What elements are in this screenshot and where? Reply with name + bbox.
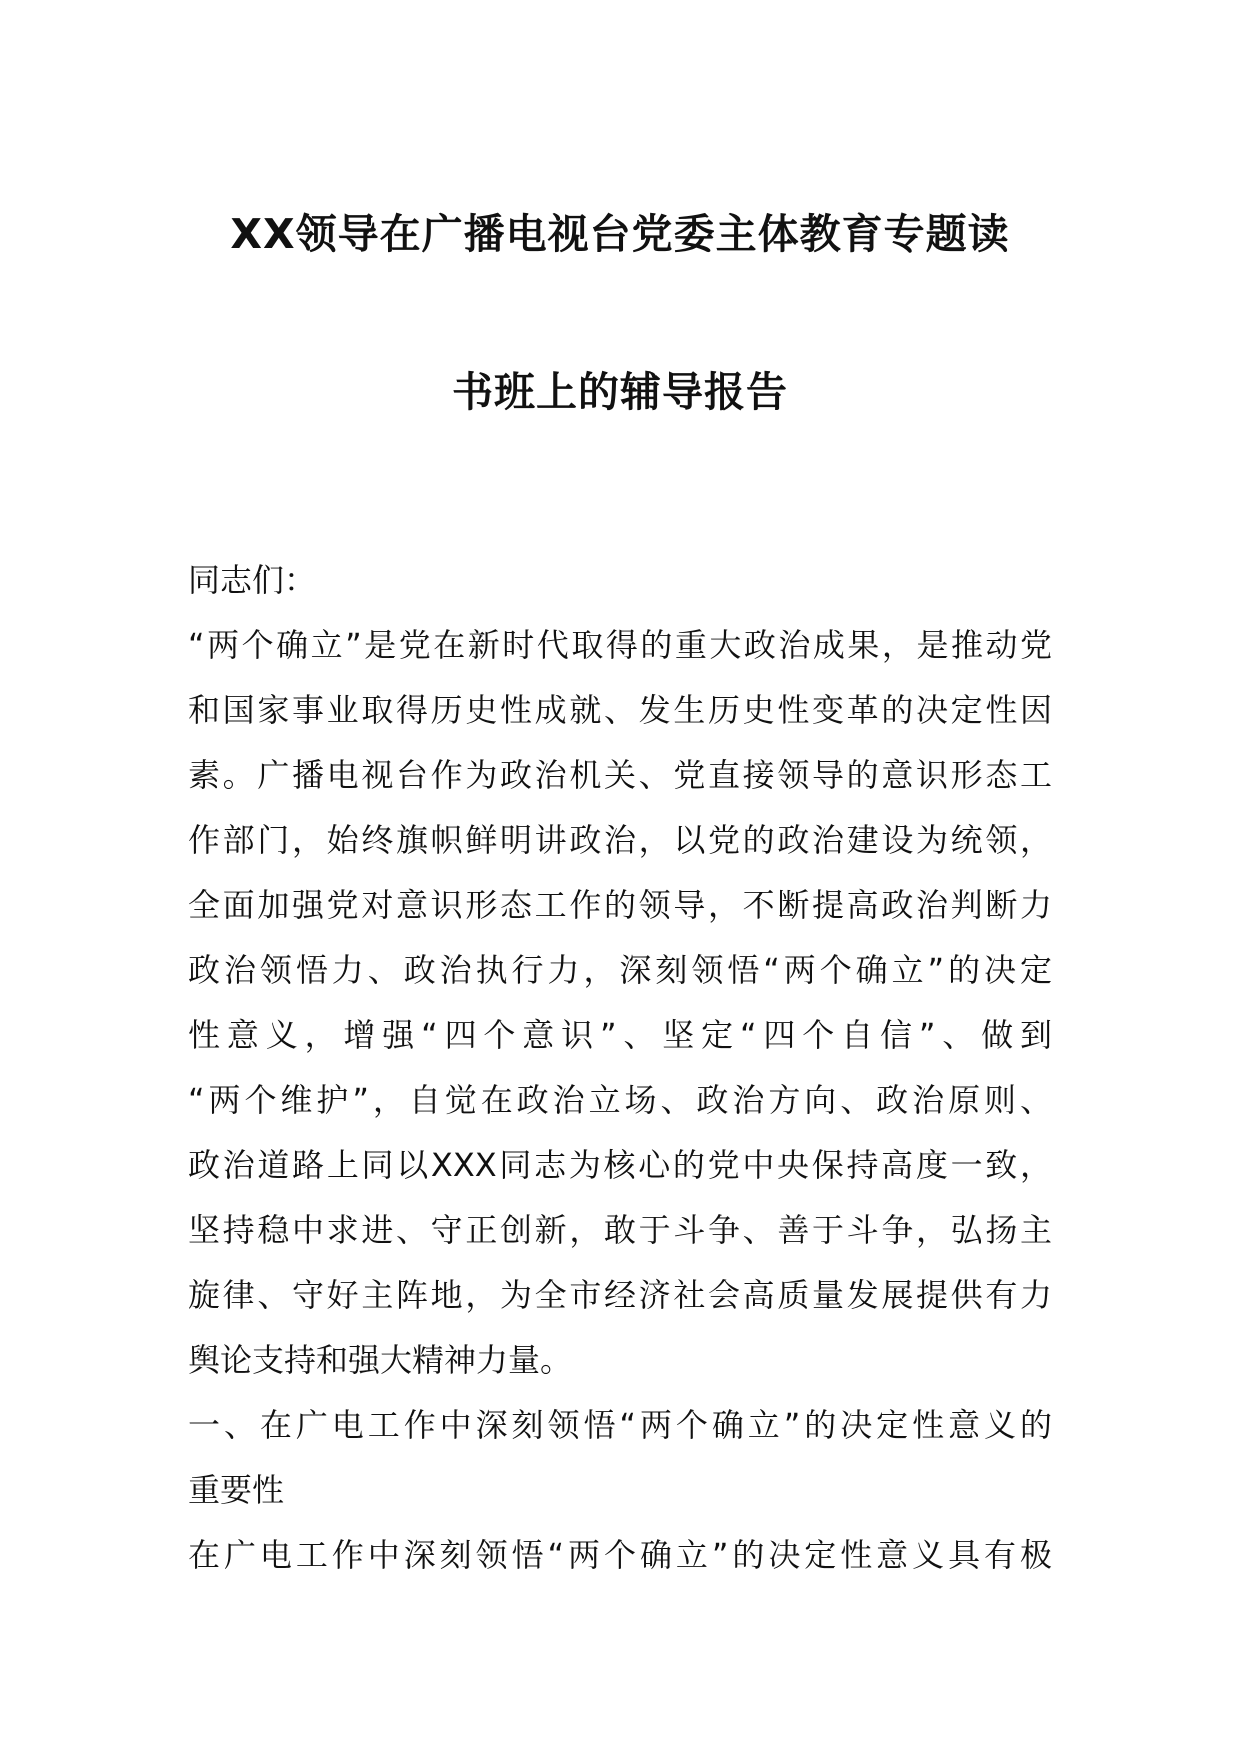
paragraph-line: 旋律、守好主阵地，为全市经济社会高质量发展提供有力 (188, 1276, 1052, 1314)
paragraph-line: 政治道路上同以XXX同志为核心的党中央保持高度一致， (188, 1146, 1052, 1184)
paragraph-line: 全面加强党对意识形态工作的领导，不断提高政治判断力 (188, 886, 1052, 924)
paragraph-line: “两个确立”是党在新时代取得的重大政治成果，是推动党 (188, 626, 1052, 664)
document-body (188, 548, 1052, 1588)
paragraph-line: 作部门，始终旗帜鲜明讲政治，以党的政治建设为统领， (188, 821, 1052, 859)
document-title-line-1: XX领导在广播电视台党委主体教育专题读 (230, 210, 1010, 258)
document-title-line-2: 书班上的辅导报告 (452, 368, 788, 416)
paragraph-line: 和国家事业取得历史性成就、发生历史性变革的决定性因 (188, 691, 1052, 729)
section-heading-line: 一、在广电工作中深刻领悟“两个确立”的决定性意义的 (188, 1406, 1052, 1444)
paragraph-line: 坚持稳中求进、守正创新，敢于斗争、善于斗争，弘扬主 (188, 1211, 1052, 1249)
salutation: 同志们： (188, 561, 317, 599)
paragraph-line: 在广电工作中深刻领悟“两个确立”的决定性意义具有极 (188, 1536, 1052, 1574)
paragraph-line: 素。广播电视台作为政治机关、党直接领导的意识形态工 (188, 756, 1052, 794)
section-heading-line: 重要性 (188, 1471, 285, 1509)
paragraph-line: 舆论支持和强大精神力量。 (188, 1341, 573, 1379)
paragraph-line: 性意义，增强“四个意识”、坚定“四个自信”、做到 (188, 1016, 1052, 1054)
paragraph-line: 政治领悟力、政治执行力，深刻领悟“两个确立”的决定 (188, 951, 1052, 989)
paragraph-line: “两个维护”，自觉在政治立场、政治方向、政治原则、 (188, 1081, 1052, 1119)
